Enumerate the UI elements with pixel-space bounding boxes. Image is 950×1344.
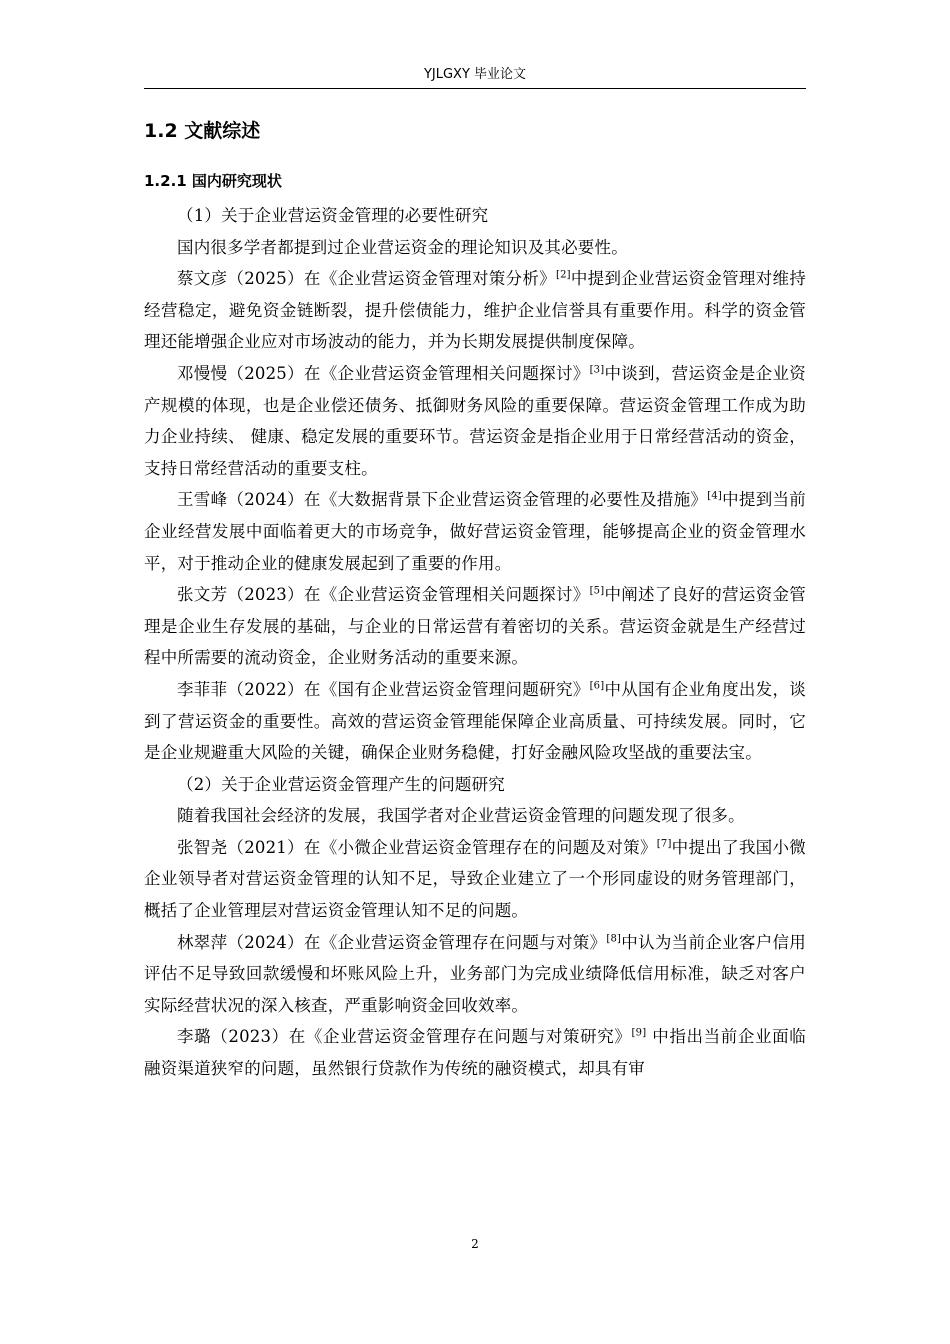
section-heading: 1.2 文献综述 <box>144 120 261 142</box>
page-content <box>144 112 806 1085</box>
paragraph: 蔡文彦（2025）在《企业营运资金管理对策分析》[2]中提到企业营运资金管理对维持经营稳定，避免资金链断裂，提升偿债能力，维护企业信誉具有重要作用。科学的资金管理还能增强企业应对市场波动的能力，并为长期发展提供制度保障。 <box>144 269 806 352</box>
paragraph: 张智尧（2021）在《小微企业营运资金管理存在的问题及对策》[7]中提出了我国小微企业领导者对营运资金管理的认知不足，导致企业建立了一个形同虚设的财务管理部门，概括了企业管理层对营运资金管理认知不足的问题。 <box>144 837 806 921</box>
header-title: YJLGXY 毕业论文 <box>423 67 527 82</box>
citation: [2] <box>555 269 571 281</box>
citation: [6] <box>589 680 605 692</box>
citation: [5] <box>589 585 605 597</box>
paragraph: 李璐（2023）在《企业营运资金管理存在问题与对策研究》[9] 中指出当前企业面临融资渠道狭窄的问题，虽然银行贷款作为传统的融资模式，却具有审 <box>144 1027 806 1079</box>
citation: [3] <box>589 364 605 376</box>
page-number: 2 <box>471 1237 479 1251</box>
citation: [7] <box>656 838 672 850</box>
paragraph: 张文芳（2023）在《企业营运资金管理相关问题探讨》[5]中阐述了良好的营运资金管理是企业生存发展的基础，与企业的日常运营有着密切的关系。营运资金就是生产经营过程中所需要的流动资金，企业财务活动的重要来源。 <box>144 585 806 668</box>
body-text <box>144 200 806 1085</box>
citation: [9] <box>631 1027 647 1039</box>
paragraph: 邓慢慢（2025）在《企业营运资金管理相关问题探讨》[3]中谈到，营运资金是企业资产规模的体现，也是企业偿还债务、抵御财务风险的重要保障。营运资金管理工作成为助力企业持续、 健康、稳定发展的重要环节。营运资金是指企业用于日常经营活动的资金，支持日常经营活动的重要支柱。 <box>144 363 806 478</box>
paragraph: 林翠萍（2024）在《企业营运资金管理存在问题与对策》[8]中认为当前企业客户信用评估不足导致回款缓慢和坏账风险上升，业务部门为完成业绩降低信用标准，缺乏对客户实际经营状况的深入核查，严重影响资金回收效率。 <box>144 932 806 1015</box>
subsection-heading: 1.2.1 国内研究现状 <box>144 172 282 190</box>
paragraph: 王雪峰（2024）在《大数据背景下企业营运资金管理的必要性及措施》[4]中提到当前企业经营发展中面临着更大的市场竞争，做好营运资金管理，能够提高企业的资金管理水平，对于推动企业的健康发展起到了重要的作用。 <box>144 490 807 573</box>
paragraph: 李菲菲（2022）在《国有企业营运资金管理问题研究》[6]中从国有企业角度出发，谈到了营运资金的重要性。高效的营运资金管理能保障企业高质量、可持续发展。同时，它是企业规避重大风险的关键，确保企业财务稳健，打好金融风险攻坚战的重要法宝。 <box>144 679 806 763</box>
paragraph: 国内很多学者都提到过企业营运资金的理论知识及其必要性。 <box>177 237 628 257</box>
page-header <box>144 66 806 89</box>
citation: [4] <box>707 490 722 502</box>
citation: [8] <box>606 933 622 945</box>
paragraph-subtopic-2: （2）关于企业营运资金管理产生的问题研究 <box>177 774 505 794</box>
paragraph: 随着我国社会经济的发展，我国学者对企业营运资金管理的问题发现了很多。 <box>177 806 745 826</box>
paragraph-subtopic-1: （1）关于企业营运资金管理的必要性研究 <box>177 206 489 225</box>
